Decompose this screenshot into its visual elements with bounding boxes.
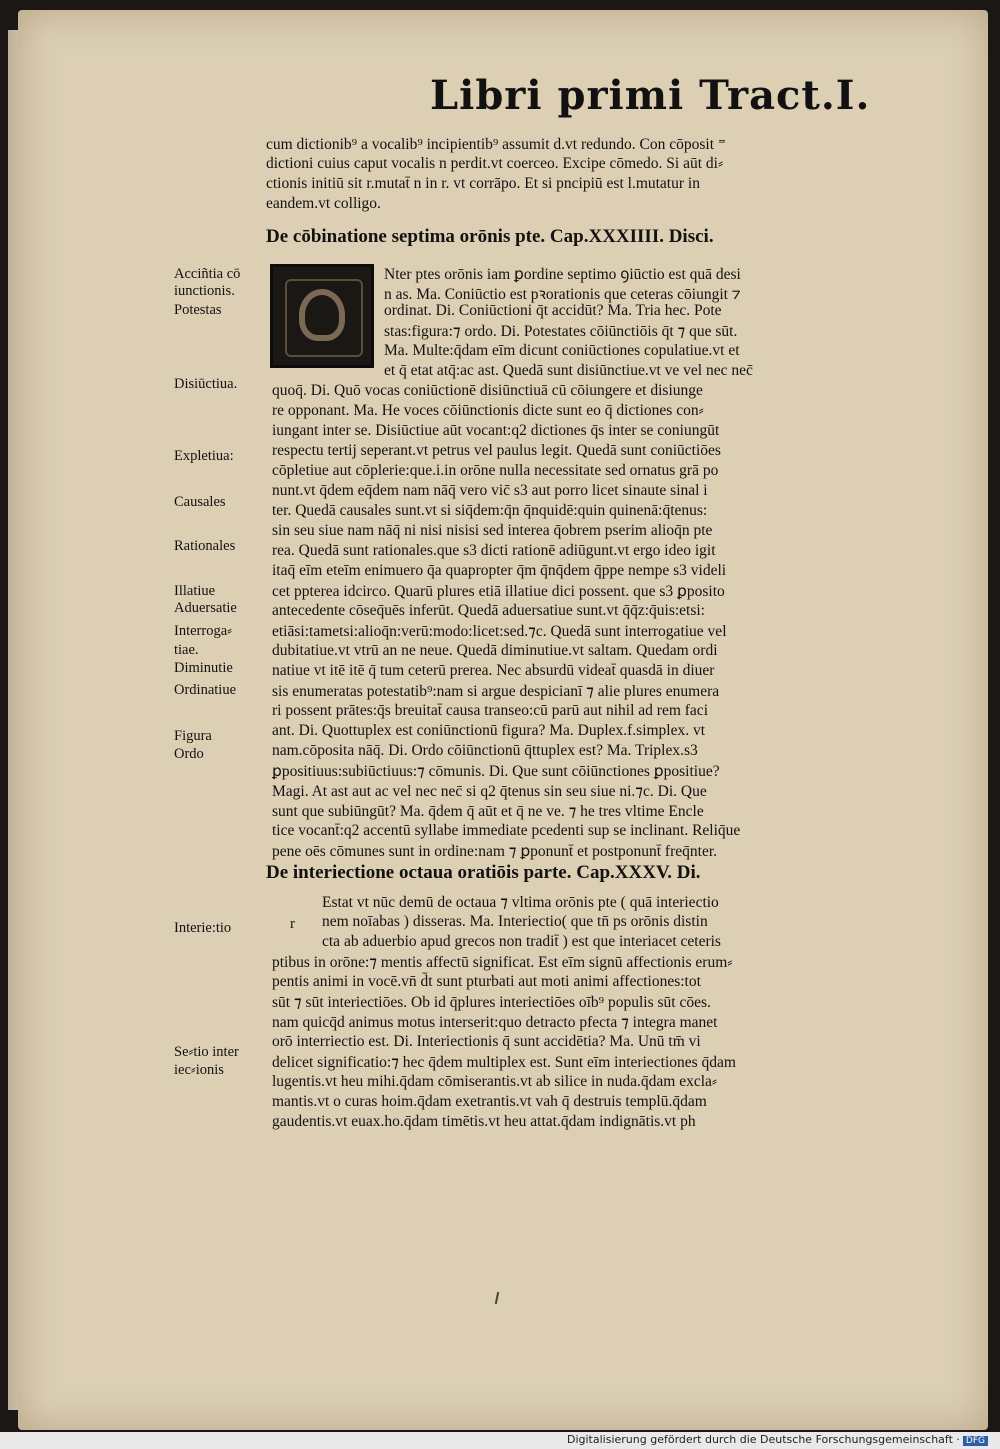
dfg-logo-icon: DFG [963, 1436, 988, 1446]
marginal-note: Interroga⸗ [174, 623, 232, 639]
text-line: nem noīabas ) disseras. Ma. Interiectio( que tn̄ ps orōnis distin [322, 913, 708, 930]
marginal-note: Ordinatiue [174, 682, 237, 698]
text-line: ordinat. Di. Coniūctioni q̄t accidūt? Ma. Tria hec. Pote [384, 302, 722, 319]
text-line: Nter ptes orōnis iam ꝑordine septimo ꝯiūctio est quā desi [384, 266, 741, 283]
text-line: mantis.vt o curas hoim.q̄dam exetrantis.vt vah q̄ destruis templū.q̄dam [272, 1093, 707, 1110]
text-line: delicet significatio:⁊ hec q̄dem multiplex est. Sunt eīm interiectiones q̄dam [272, 1054, 736, 1071]
text-line: gaudentis.vt euax.ho.q̄dam timētis.vt heu attat.q̄dam indignātis.vt ph [272, 1113, 696, 1130]
text-line: orō interriectio est. Di. Interiectionis q̄ sunt accidētia? Ma. Unū tm̄ vi [272, 1033, 701, 1050]
drop-letter: r [290, 916, 295, 932]
marginal-note: iunctionis. [174, 283, 235, 299]
text-line: quoq̄. Di. Quō vocas coniūctionē disiūnctiuā cū cōiungere et disiunge [272, 382, 703, 399]
text-line: n as. Ma. Coniūctio est pꝛorationis que ceteras cōiungit ⁊ [384, 286, 741, 303]
text-line: iungant inter se. Disiūctiue aūt vocant:q2 dictiones q̄s inter se coniungūt [272, 422, 720, 439]
text-line: nunt.vt q̄dem eq̄dem nam nāq̄ vero vic̄ s3 aut porro licet sinaute sinal i [272, 482, 708, 499]
text-line: sunt que subiūngūt? Ma. q̄dem q̄ aūt et q̄ ne ve. ⁊ he tres vltime Encle [272, 803, 704, 820]
marginal-note: Rationales [174, 538, 236, 554]
text-line: sin seu siue nam nāq̄ ni nisi nisisi sed interea q̄obrem pserim alioq̄n pte [272, 522, 713, 539]
text-line: stas:figura:⁊ ordo. Di. Potestates cōiūnctiōis q̄t ⁊ que sūt. [384, 323, 738, 340]
text-line: Estat vt nūc demū de octaua ⁊ vltima orōnis pte ( quā interiectio [322, 894, 719, 911]
text-line: rea. Quedā sunt rationales.que s3 dicti rationē adiūgunt.vt ergo ideo igit [272, 542, 716, 559]
footer-credit [567, 1433, 988, 1446]
text-line: dictioni cuius caput vocalis n perdit.vt coerceo. Excipe cōmedo. Si aūt di⸗ [266, 155, 724, 172]
chapter-heading: De cōbinatione septima orōnis pte. Cap.XXXIIII. Disci. [266, 226, 714, 247]
marginal-note: Illatiue [174, 583, 216, 599]
text-line: Ma. Multe:q̄dam eīm dicunt coniūctiones copulatiue.vt et [384, 342, 740, 359]
text-line: pene oēs cōmunes sunt in ordine:nam ⁊ ꝑponunt̄ et postponunt̄ freq̄nter. [272, 843, 718, 860]
marginal-note: Diminutie [174, 660, 233, 676]
running-title: Libri primi Tract.I. [430, 72, 871, 119]
text-line: sis enumeratas potestatib⁹:nam si argue despicianī ⁊ alie plures enumera [272, 683, 720, 700]
text-line: Magi. At ast aut ac vel nec nec̄ si q2 q̄tenus sin seu siue ni.⁊c. Di. Que [272, 783, 707, 800]
text-line: ri possent prātes:q̄s breuitat̄ causa transeo:cū parū aut nihil ad rem faci [272, 702, 708, 719]
text-line: natiue vt itē itē q̄ tum ceterū prerea. Nec absurdū videat̄ quasdā in diuer [272, 662, 715, 679]
text-line: cet ppterea idcirco. Quarū plures etiā illatiue dici possent. que s3 ꝑposito [272, 583, 725, 600]
text-line: pentis animi in vocē.vn̄ d̄t sunt pturbati aut moti animi affectiones:tot [272, 973, 701, 990]
text-line: antecedente cōseq̄uēs inferūt. Quedā aduersatiue sunt.vt q̄q̄z:q̄uis:etsi: [272, 602, 705, 619]
text-line: nam quicq̄d animus motus interserit:quo detracto pfecta ⁊ integra manet [272, 1014, 718, 1031]
marginal-note: Ordo [174, 746, 204, 762]
text-line: ꝑpositiuus:subiūctiuus:⁊ cōmunis. Di. Que sunt cōiūnctiones ꝑpositiue? [272, 763, 720, 780]
marginal-note: Acciñtia cō [174, 266, 241, 282]
text-line: cōpletiue aut cōplerie:que.i.in orōne nulla necessitate sed ornatus grā po [272, 462, 719, 479]
marginal-note: Expletiua: [174, 448, 234, 464]
text-line: eandem.vt colligo. [266, 195, 381, 212]
marginal-note: iec⸗ionis [174, 1062, 224, 1078]
text-line: itaq̄ eīm eteīm enimuero q̄a quapropter q̄m q̄nq̄dem q̄ppe nempe s3 videli [272, 562, 727, 579]
decorated-initial [270, 264, 374, 368]
text-line: cum dictionib⁹ a vocalib⁹ incipientib⁹ assumit d.vt redundo. Con cōposit ⁼ [266, 136, 727, 153]
text-line: nam.cōposita nāq̄. Di. Ordo cōiūnctionū q̄ttuplex est? Ma. Triplex.s3 [272, 742, 698, 759]
text-line: ptibus in orōne:⁊ mentis affectū significat. Est eīm signū affectionis erum⸗ [272, 954, 733, 971]
marginal-note: Disiūctiua. [174, 376, 238, 392]
text-line: respectu tertij seperant.vt petrus vel paulus legit. Quedā sunt coniūctiōes [272, 442, 721, 459]
marginal-note: Causales [174, 494, 226, 510]
text-line: tice vocant̄:q2 accentū syllabe immediate pcedenti sup se inclinant. Reliq̄ue [272, 822, 741, 839]
marginal-note: Potestas [174, 302, 222, 318]
book-page [18, 10, 988, 1430]
text-line: cta ab aduerbio apud grecos non tradit̄ ) est que interiacet ceteris [322, 933, 721, 950]
marginal-note: Figura [174, 728, 212, 744]
text-line: sūt ⁊ sūt interiectiōes. Ob id q̄plures interiectiōes oīb⁹ populis sūt cōes. [272, 994, 711, 1011]
text-line: dubitatiue.vt vtrū an ne neue. Quedā diminutiue.vt saltam. Quedam ordi [272, 642, 718, 659]
footer-credit-text: Digitalisierung gefördert durch die Deutsche Forschungsgemeinschaft · [566, 1433, 960, 1446]
text-line: et q̄ etat atq̄:ac ast. Quedā sunt disiūnctiue.vt ve vel nec nec̄ [384, 362, 753, 379]
chapter-heading: De interiectione octaua oratiōis parte. Cap.XXXV. Di. [266, 862, 701, 883]
text-line: etiāsi:tametsi:alioq̄n:verū:modo:licet:sed.⁊c. Quedā sunt interrogatiue vel [272, 623, 727, 640]
marginal-note: Interie:tio [174, 920, 232, 936]
text-line: ter. Quedā causales sunt.vt si siq̄dem:q̄n q̄nquidē:quin quinenā:q̄tenus: [272, 502, 708, 519]
text-line: lugentis.vt heu mihi.q̄dam cōmiserantis.vt ab silice in nuda.q̄dam excla⸗ [272, 1073, 718, 1090]
marginal-note: tiae. [174, 642, 199, 658]
marginal-note: Aduersatie [174, 600, 237, 616]
initial-ornament-icon [299, 289, 345, 341]
text-line: ctionis initiū sit r.mutat̄ n in r. vt corrāpo. Et si pncipiū est l.mutatur in [266, 175, 700, 192]
text-line: ant. Di. Quottuplex est coniūnctionū figura? Ma. Duplex.f.simplex. vt [272, 722, 706, 739]
marginal-note: Se⸗tio inter [174, 1044, 239, 1060]
text-line: re opponant. Ma. He voces cōiūnctionis dicte sunt eo q̄ dictiones con⸗ [272, 402, 704, 419]
